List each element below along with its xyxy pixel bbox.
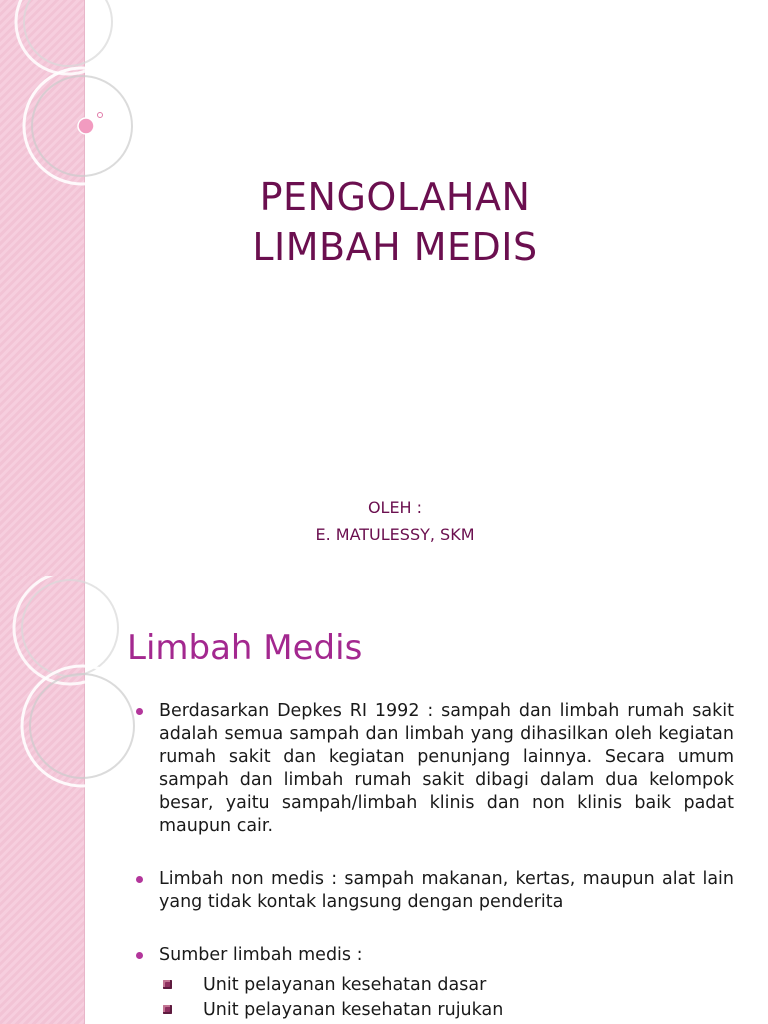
list-item: [134, 700, 734, 838]
bullet-text: Berdasarkan Depkes RI 1992 : sampah dan limbah rumah sakit adalah semua sampah dan limbah yang dihasilkan oleh kegiatan rumah sakit dan kegiatan penunjang lainnya. Secara umum sampah dan limbah rumah sakit dibagi dalam dua kelompok besar, yaitu sampah/limbah klinis dan non klinis baik padat maupun cair.: [159, 701, 734, 836]
decorative-side-band: [0, 0, 85, 576]
bullet-list: [134, 700, 734, 1023]
bullet-text: Limbah non medis : sampah makanan, kertas, maupun alat lain yang tidak kontak langsung dengan penderita: [159, 869, 734, 912]
bullet-dot-icon: [136, 952, 143, 959]
decorative-side-band: [0, 576, 85, 1024]
author-name: E. MATULESSY, SKM: [315, 525, 475, 544]
square-bullet-icon: [163, 1005, 172, 1014]
by-label: OLEH :: [367, 498, 423, 517]
list-item: [134, 868, 734, 914]
content-slide: [0, 576, 768, 1024]
bullet-dot-icon: [136, 876, 143, 883]
sub-item-text: Unit pelayanan kesehatan rujukan: [203, 1000, 504, 1020]
title-line-2: LIMBAH MEDIS: [252, 225, 538, 269]
slide-title: [150, 172, 640, 272]
sub-list-item: [159, 973, 734, 998]
bullet-dot-icon: [136, 708, 143, 715]
slide-title: Limbah Medis: [127, 628, 363, 668]
sub-list-item: [159, 998, 734, 1023]
sub-list: [159, 973, 734, 1023]
title-line-1: PENGOLAHAN: [259, 175, 531, 219]
author-block: [230, 494, 560, 548]
sub-item-text: Unit pelayanan kesehatan dasar: [203, 975, 487, 995]
bullet-text: Sumber limbah medis :: [159, 945, 363, 965]
list-item: [134, 944, 734, 1023]
square-bullet-icon: [163, 980, 172, 989]
